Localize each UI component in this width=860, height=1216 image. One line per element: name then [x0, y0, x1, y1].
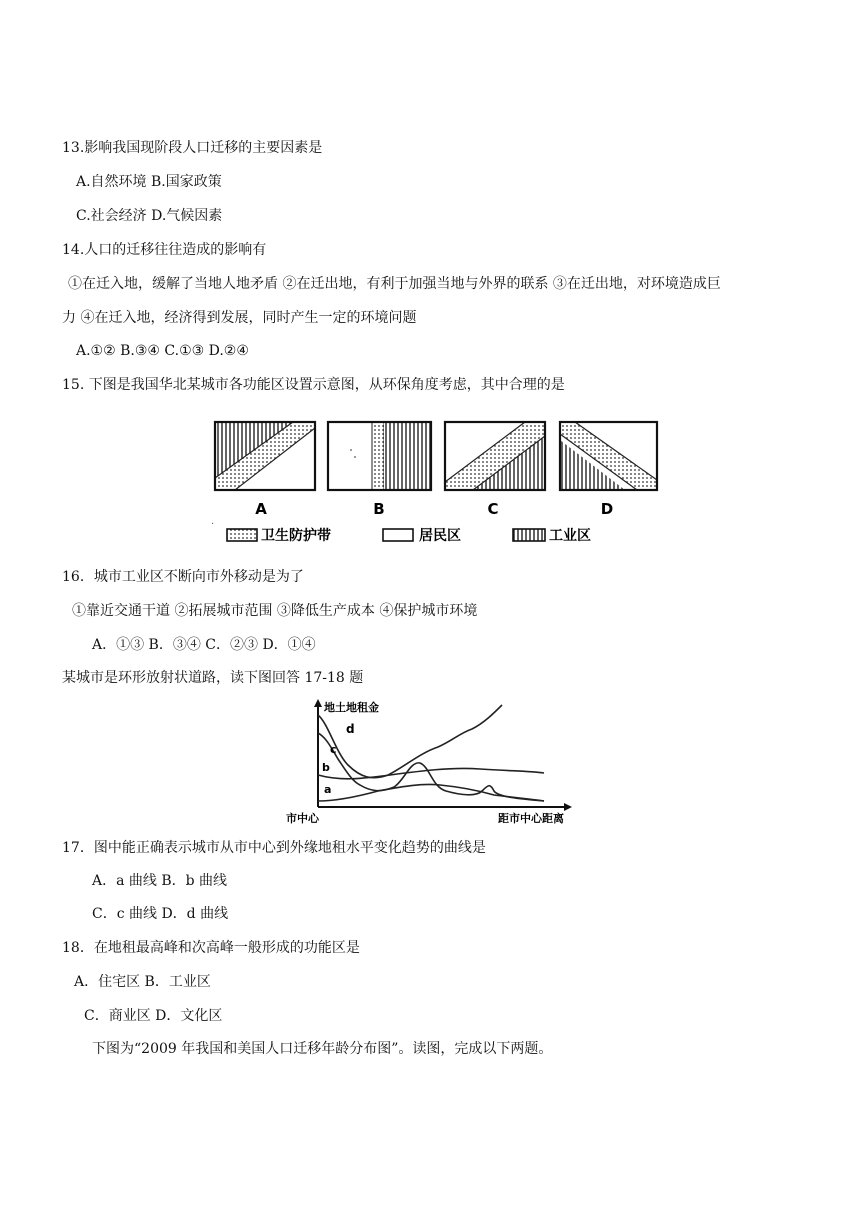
- functional-zone-diagram: [205, 412, 665, 552]
- curve-d-label: d: [346, 722, 355, 736]
- q13-options-row2: C.社会经济 D.气候因素: [76, 208, 223, 224]
- legend-protection-swatch: [227, 529, 257, 541]
- legend-residential-label: 居民区: [419, 528, 461, 544]
- q17-options-row1: A．a 曲线 B．b 曲线: [92, 873, 228, 889]
- q17-options-row2: C．c 曲线 D．d 曲线: [92, 906, 229, 922]
- q13-options-row1: A.自然环境 B.国家政策: [76, 174, 222, 190]
- legend-industrial-swatch: [513, 529, 545, 541]
- legend-protection-label: 卫生防护带: [261, 528, 331, 544]
- curve-d: [318, 705, 502, 778]
- panel-b: [328, 422, 431, 490]
- curve-c-label: c: [330, 743, 337, 756]
- curve-a: [318, 784, 544, 801]
- legend-residential-swatch: [383, 529, 413, 541]
- q16-stem: 16．城市工业区不断向市外移动是为了: [62, 569, 304, 585]
- q14-options: A.①② B.③④ C.①③ D.②④: [76, 343, 249, 359]
- panel-c-label: C: [487, 500, 499, 518]
- q17-stem: 17．图中能正确表示城市从市中心到外缘地租水平变化趋势的曲线是: [62, 840, 486, 856]
- panel-a-label: A: [255, 500, 267, 518]
- q14-items-line2: 力 ④在迁入地，经济得到发展，同时产生一定的环境问题: [62, 310, 417, 326]
- panel-d: [560, 422, 657, 490]
- curve-a-label: a: [324, 783, 332, 796]
- zone-legend: [211, 519, 591, 544]
- x-axis-label: 距市中心距离: [498, 812, 564, 825]
- panel-a: [215, 422, 315, 490]
- origin-label: 市中心: [286, 812, 319, 825]
- q15-stem: 15. 下图是我国华北某城市各功能区设置示意图，从环保角度考虑，其中合理的是: [62, 377, 565, 393]
- q14-items-line1: ①在迁入地，缓解了当地人地矛盾 ②在迁出地，有利于加强当地与外界的联系 ③在迁出地，对环境造成巨: [68, 276, 721, 292]
- y-axis-label: 地土地租金: [324, 701, 379, 714]
- legend-industrial-label: 工业区: [549, 528, 591, 544]
- q14-stem: 14.人口的迁移往往造成的影响有: [62, 242, 267, 258]
- curve-b-label: b: [322, 761, 330, 774]
- intro-17-18: 某城市是环形放射状道路，读下图回答 17-18 题: [62, 670, 364, 686]
- q16-items: ①靠近交通干道 ②拓展城市范围 ③降低生产成本 ④保护城市环境: [72, 603, 478, 619]
- panel-b-label: B: [373, 500, 385, 518]
- svg-text:·: ·: [211, 519, 215, 530]
- q18-options-row2: C．商业区 D．文化区: [84, 1008, 223, 1024]
- curve-c: [318, 733, 544, 801]
- q18-stem: 18．在地租最高峰和次高峰一般形成的功能区是: [62, 940, 360, 956]
- land-rent-chart: [280, 695, 580, 830]
- intro-next: 下图为“2009 年我国和美国人口迁移年龄分布图”。读图，完成以下两题。: [92, 1041, 553, 1057]
- q16-options: A．①③ B．③④ C．②③ D．①④: [92, 637, 316, 653]
- panel-d-label: D: [600, 500, 614, 518]
- panel-c: [445, 422, 545, 490]
- q18-options-row1: A．住宅区 B．工业区: [74, 974, 211, 990]
- q13-stem: 13.影响我国现阶段人口迁移的主要因素是: [62, 140, 323, 156]
